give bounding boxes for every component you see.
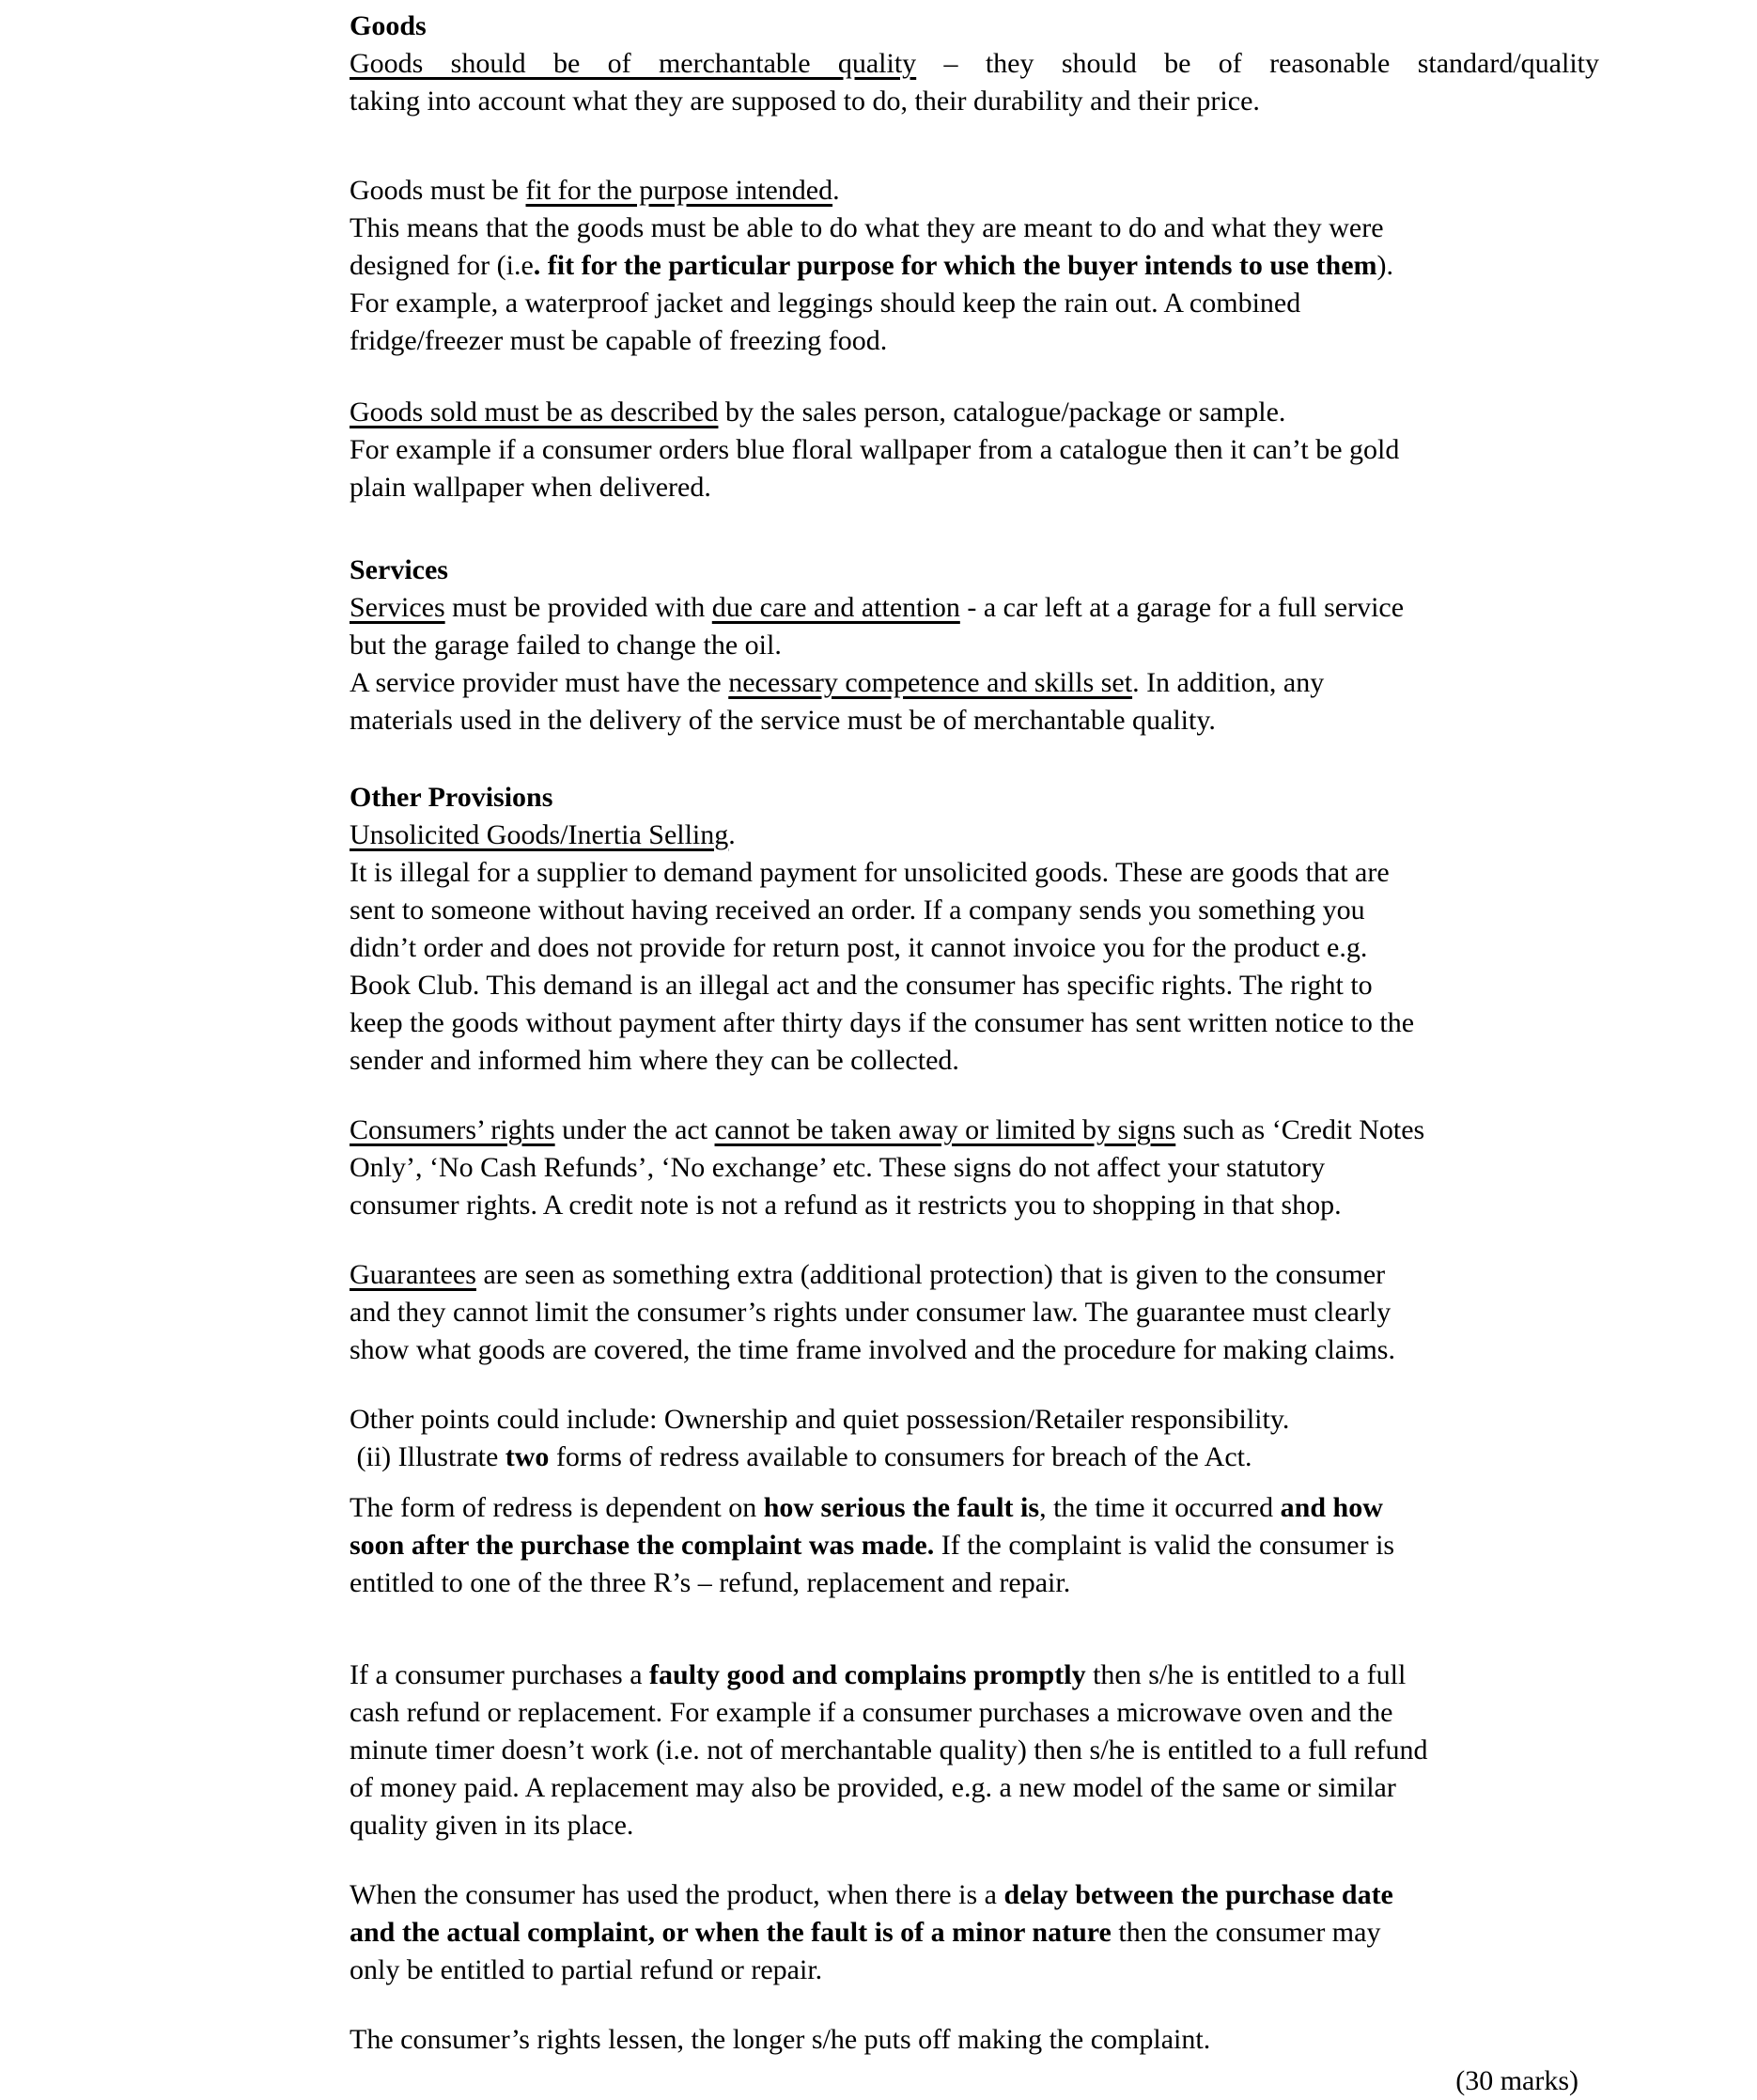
text-line — [350, 1439, 1599, 1476]
text-run: . — [832, 175, 840, 206]
text-line — [350, 322, 1599, 360]
underlined-text: Goods sold must be as described — [350, 397, 719, 428]
text-line — [350, 1331, 1599, 1369]
document-content — [350, 8, 1599, 2100]
text-line — [350, 1657, 1599, 1694]
bold-text: how serious the fault is — [763, 1492, 1040, 1523]
underlined-text: Consumers’ rights — [350, 1114, 555, 1145]
text-line — [350, 627, 1599, 664]
text-run: such as ‘Credit Notes — [1175, 1114, 1425, 1145]
text-line — [350, 1489, 1599, 1527]
underlined-text: fit for the purpose intended — [525, 175, 833, 206]
text-run: sent to someone without having received an order. If a company sends you something you — [350, 894, 1365, 926]
text-run: - a car left at a garage for a full service — [959, 592, 1405, 623]
text-line — [350, 1952, 1599, 1989]
text-line — [350, 83, 1599, 120]
text-line — [350, 8, 1599, 45]
text-line — [350, 1732, 1599, 1769]
text-line — [350, 929, 1599, 967]
text-line — [350, 1564, 1599, 1602]
text-run: are seen as something extra (additional protection) that is given to the consumer — [475, 1259, 1386, 1290]
text-run: . In addition, any — [1132, 667, 1325, 698]
text-line — [350, 431, 1599, 469]
text-line — [350, 1294, 1599, 1331]
text-run: keep the goods without payment after thirty days if the consumer has sent written notice to the — [350, 1007, 1415, 1038]
text-run: Other points could include: Ownership and quiet possession/Retailer responsibility. — [350, 1404, 1290, 1435]
text-line — [350, 1401, 1599, 1439]
text-line — [350, 1876, 1599, 1914]
text-run: consumer rights. A credit note is not a refund as it restricts you to shopping in that shop. — [350, 1190, 1342, 1221]
text-line — [350, 1694, 1599, 1732]
text-run: but the garage failed to change the oil. — [350, 630, 782, 661]
bold-text: and the actual complaint, or when the fault is of a minor nature — [350, 1917, 1112, 1948]
text-line — [350, 172, 1599, 210]
paragraph-consumers-rights — [350, 1112, 1599, 1224]
underlined-text: Goods should be of merchantable quality — [350, 48, 917, 79]
section-services — [350, 552, 1599, 739]
text-line — [350, 1112, 1599, 1149]
underlined-text: due care and attention — [711, 592, 960, 623]
text-run: designed for (i.e — [350, 250, 534, 281]
text-line — [350, 2021, 1599, 2059]
text-run: materials used in the delivery of the service must be of merchantable quality. — [350, 705, 1216, 736]
text-run: only be entitled to partial refund or repair. — [350, 1954, 823, 1985]
text-line — [350, 1807, 1599, 1844]
text-run: taking into account what they are supposed to do, their durability and their price. — [350, 86, 1260, 117]
text-line — [350, 1187, 1599, 1224]
bold-text: Goods — [350, 10, 427, 41]
text-line — [350, 1004, 1599, 1042]
text-line — [350, 1527, 1599, 1564]
text-run: (ii) Illustrate — [350, 1441, 505, 1472]
text-run: quality given in its place. — [350, 1810, 634, 1841]
text-line — [350, 702, 1599, 739]
underlined-text: Unsolicited Goods/Inertia Selling — [350, 819, 729, 850]
text-line — [350, 892, 1599, 929]
text-run: Goods must be — [350, 175, 526, 206]
text-run: and they cannot limit the consumer’s rights under consumer law. The guarantee must clearly — [350, 1297, 1392, 1328]
text-line — [350, 2062, 1599, 2100]
paragraph-form-of-redress — [350, 1489, 1599, 1602]
text-line — [350, 589, 1599, 627]
bold-text: two — [505, 1441, 550, 1472]
text-line — [350, 552, 1599, 589]
bold-text: and how — [1280, 1492, 1383, 1523]
text-run: This means that the goods must be able to do what they are meant to do and what they were — [350, 212, 1384, 243]
text-run: If a consumer purchases a — [350, 1659, 650, 1690]
text-line — [350, 1769, 1599, 1807]
text-run: Only’, ‘No Cash Refunds’, ‘No exchange’ etc. These signs do not affect your statutory — [350, 1152, 1326, 1183]
text-run: A service provider must have the — [350, 667, 729, 698]
text-line — [350, 45, 1599, 83]
text-run: fridge/freezer must be capable of freezing food. — [350, 325, 888, 356]
text-run: It is illegal for a supplier to demand payment for unsolicited goods. These are goods that are — [350, 857, 1390, 888]
paragraph-fit-for-purpose — [350, 172, 1599, 360]
text-run: , the time it occurred — [1039, 1492, 1281, 1523]
text-line — [350, 854, 1599, 892]
text-run: – they should be of reasonable standard/quality — [916, 48, 1599, 79]
goods-heading — [350, 8, 1599, 45]
paragraph-guarantees — [350, 1256, 1599, 1369]
text-run: When the consumer has used the product, when there is a — [350, 1879, 1004, 1910]
text-line — [350, 664, 1599, 702]
text-run: then s/he is entitled to a full — [1085, 1659, 1407, 1690]
bold-text: . fit for the particular purpose for which the buyer intends to use them — [533, 250, 1377, 281]
text-run: show what goods are covered, the time frame involved and the procedure for making claims. — [350, 1334, 1395, 1365]
bold-text: Other Provisions — [350, 782, 553, 813]
text-line — [350, 394, 1599, 431]
marks-note — [350, 2062, 1599, 2100]
text-line — [350, 817, 1599, 854]
bold-text: Services — [350, 554, 448, 585]
text-run: If the complaint is valid the consumer is — [934, 1530, 1395, 1561]
bold-text: delay between the purchase date — [1003, 1879, 1393, 1910]
paragraph-merchantable-quality — [350, 45, 1599, 120]
text-line — [350, 1914, 1599, 1952]
paragraph-rights-lessen — [350, 2021, 1599, 2059]
text-run: of money paid. A replacement may also be provided, e.g. a new model of the same or similar — [350, 1772, 1396, 1803]
bold-text: faulty good and complains promptly — [649, 1659, 1086, 1690]
text-run: For example, a waterproof jacket and leggings should keep the rain out. A combined — [350, 288, 1301, 319]
text-line — [350, 247, 1599, 285]
text-run: For example if a consumer orders blue floral wallpaper from a catalogue then it can’t be gold — [350, 434, 1400, 465]
text-run: then the consumer may — [1111, 1917, 1381, 1948]
text-run: minute timer doesn’t work (i.e. not of merchantable quality) then s/he is entitled to a full refund — [350, 1734, 1428, 1766]
text-line — [350, 285, 1599, 322]
text-line — [350, 1042, 1599, 1080]
text-run: (30 marks) — [1455, 2065, 1578, 2096]
text-run: under the act — [554, 1114, 715, 1145]
text-run: The form of redress is dependent on — [350, 1492, 764, 1523]
text-line — [350, 967, 1599, 1004]
underlined-text: Guarantees — [350, 1259, 476, 1290]
underlined-text: cannot be taken away or limited by signs — [714, 1114, 1176, 1145]
text-line — [350, 469, 1599, 506]
paragraph-used-product — [350, 1876, 1599, 1989]
underlined-text: Services — [350, 592, 445, 623]
section-other-provisions — [350, 779, 1599, 1080]
text-run: . — [728, 819, 736, 850]
paragraph-faulty-good — [350, 1657, 1599, 1844]
text-run: ). — [1376, 250, 1394, 281]
text-run: cash refund or replacement. For example if a consumer purchases a microwave oven and the — [350, 1697, 1393, 1728]
text-run: entitled to one of the three R’s – refund, replacement and repair. — [350, 1567, 1071, 1598]
text-run: Book Club. This demand is an illegal act and the consumer has specific rights. The right to — [350, 970, 1373, 1001]
text-run: The consumer’s rights lessen, the longer s/he puts off making the complaint. — [350, 2024, 1211, 2055]
text-line — [350, 779, 1599, 817]
text-line — [350, 210, 1599, 247]
text-run: forms of redress available to consumers for breach of the Act. — [549, 1441, 1252, 1472]
text-line — [350, 1256, 1599, 1294]
underlined-text: necessary competence and skills set — [728, 667, 1133, 698]
text-run: didn’t order and does not provide for return post, it cannot invoice you for the product e.g. — [350, 932, 1368, 963]
text-run: by the sales person, catalogue/package or sample. — [718, 397, 1286, 428]
text-run: must be provided with — [444, 592, 712, 623]
text-run: plain wallpaper when delivered. — [350, 472, 711, 503]
bold-text: soon after the purchase the complaint was made. — [350, 1530, 935, 1561]
text-line — [350, 1149, 1599, 1187]
text-run: sender and informed him where they can be collected. — [350, 1045, 959, 1076]
paragraph-goods-as-described — [350, 394, 1599, 506]
paragraph-other-points — [350, 1401, 1599, 1476]
